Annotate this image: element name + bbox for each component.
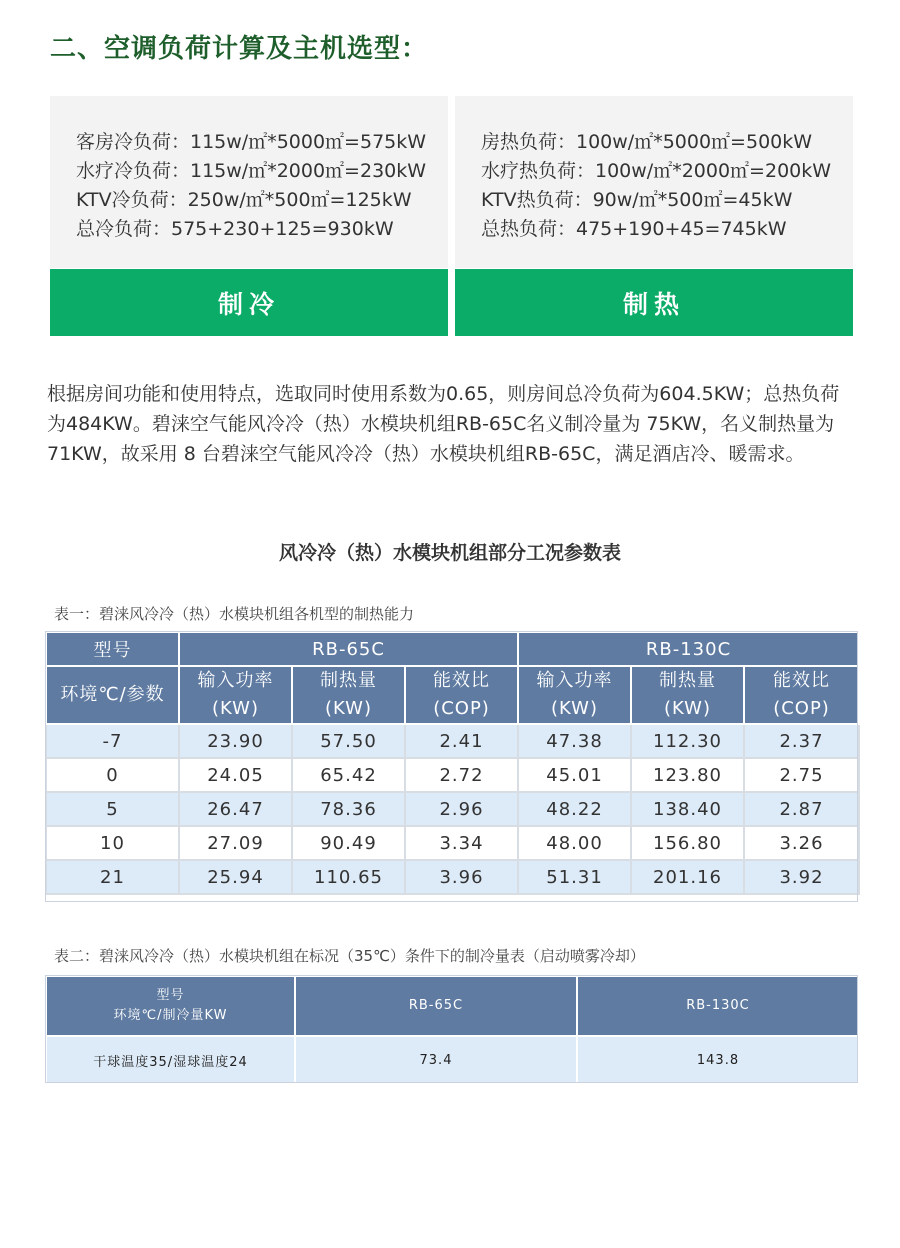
table-cell: 73.4 [295,1036,577,1084]
table-cell: 3.26 [744,826,859,860]
table-cell: 21 [46,860,179,894]
table-cell: 0 [46,758,179,792]
table1-env-label: 环境℃/参数 [46,666,179,724]
table-cell: 23.90 [179,724,292,758]
table2-header-model: 型号 [156,988,185,1003]
cooling-line-spa: 水疗冷负荷：115w/㎡*2000㎡=230kW [76,160,427,182]
cooling-line-ktv: KTV冷负荷：250w/㎡*500㎡=125kW [76,189,412,211]
table1-col-header [631,666,744,724]
table-cell: 2.72 [405,758,518,792]
table-cell: 10 [46,826,179,860]
table-row [46,792,859,826]
table-cell: 3.34 [405,826,518,860]
table-cell: 27.09 [179,826,292,860]
table-cell: 2.96 [405,792,518,826]
table-row [46,860,859,894]
col-name: 能效比 [773,670,831,691]
cooling-line-total: 总冷负荷：575+230+125=930kW [76,218,394,240]
table-cell: 48.00 [518,826,631,860]
table-cell: 90.49 [292,826,405,860]
table-cell: 123.80 [631,758,744,792]
table2-model-rb130c: RB-130C [577,976,859,1036]
heating-line-ktv: KTV热负荷：90w/㎡*500㎡=45kW [481,189,793,211]
col-name: 制热量 [659,670,717,691]
table1-header-row-1 [46,632,859,666]
table-cell: 47.38 [518,724,631,758]
heating-line-guestroom: 房热负荷：100w/㎡*5000㎡=500kW [481,131,813,153]
table-cell: 45.01 [518,758,631,792]
table-cell: 201.16 [631,860,744,894]
table-cell: 57.50 [292,724,405,758]
heating-card [455,96,853,336]
col-name: 输入功率 [197,670,274,691]
col-unit: (KW) [664,698,712,719]
table-cell: 24.05 [179,758,292,792]
table-cell: 5 [46,792,179,826]
table-cell: -7 [46,724,179,758]
table-cell: 51.31 [518,860,631,894]
col-unit: (KW) [551,698,599,719]
table2-header-env: 环境℃/制冷量KW [113,1008,228,1023]
col-unit: (KW) [211,698,259,719]
col-unit: (COP) [773,698,830,719]
col-unit: (COP) [433,698,490,719]
table2-model-rb65c: RB-65C [295,976,577,1036]
table-cell: 65.42 [292,758,405,792]
table1-model-rb65c: RB-65C [179,632,518,666]
col-name: 能效比 [433,670,490,691]
heating-line-spa: 水疗热负荷：100w/㎡*2000㎡=200kW [481,160,832,182]
table-cell: 138.40 [631,792,744,826]
table1-caption: 表一：碧涞风冷冷（热）水模块机组各机型的制热能力 [54,605,415,623]
table1-header-row-2 [46,666,859,724]
table2-header-row [46,976,859,1036]
cooling-capacity-table [45,975,860,1085]
table-cell: 78.36 [292,792,405,826]
table-cell: 112.30 [631,724,744,758]
cooling-card-body [50,96,448,268]
table-row [46,724,859,758]
table1-col-header [179,666,292,724]
table-cell: 48.22 [518,792,631,826]
selection-paragraph: 根据房间功能和使用特点，选取同时使用系数为0.65，则房间总冷负荷为604.5KW；总热负荷为484KW。碧涞空气能风冷冷（热）水模块机组RB-65C名义制冷量为 75KW，名义制热量为 71KW，故采用 8 台碧涞空气能风冷冷（热）水模块机组RB-65C，满足酒店冷、暖需求。 [47,383,840,465]
table-row [46,826,859,860]
table-cell: 110.65 [292,860,405,894]
table-row [46,1036,859,1084]
heating-line-total: 总热负荷：475+190+45=745kW [481,218,787,240]
cooling-line-guestroom: 客房冷负荷：115w/㎡*5000㎡=575kW [76,131,427,153]
table1-col-header [744,666,859,724]
section-title: 二、空调负荷计算及主机选型： [50,34,429,64]
table2-caption: 表二：碧涞风冷冷（热）水模块机组在标况（35℃）条件下的制冷量表（启动喷雾冷却） [54,947,645,965]
table1-col-header [292,666,405,724]
cooling-card [50,96,448,336]
heating-capacity-table [45,631,860,895]
table-cell: 143.8 [577,1036,859,1084]
col-name: 输入功率 [536,670,613,691]
table-cell: 2.41 [405,724,518,758]
table-cell: 3.92 [744,860,859,894]
table-cell: 3.96 [405,860,518,894]
table-cell: 26.47 [179,792,292,826]
table1-model-rb130c: RB-130C [518,632,859,666]
table-cell: 2.37 [744,724,859,758]
table1-col-header [405,666,518,724]
table-cell: 25.94 [179,860,292,894]
load-cards [50,96,854,336]
heating-button[interactable]: 制热 [455,269,853,336]
table-cell: 2.87 [744,792,859,826]
table1-model-label: 型号 [46,632,179,666]
heating-card-body [455,96,853,268]
table-cell: 156.80 [631,826,744,860]
table2-corner-header [46,976,295,1036]
cooling-button[interactable]: 制冷 [50,269,448,336]
col-unit: (KW) [324,698,372,719]
table2-row-label: 干球温度35/湿球温度24 [46,1036,295,1084]
table-cell: 2.75 [744,758,859,792]
table1-col-header [518,666,631,724]
table-heading: 风冷冷（热）水模块机组部分工况参数表 [278,542,621,564]
table-row [46,758,859,792]
col-name: 制热量 [320,670,377,691]
